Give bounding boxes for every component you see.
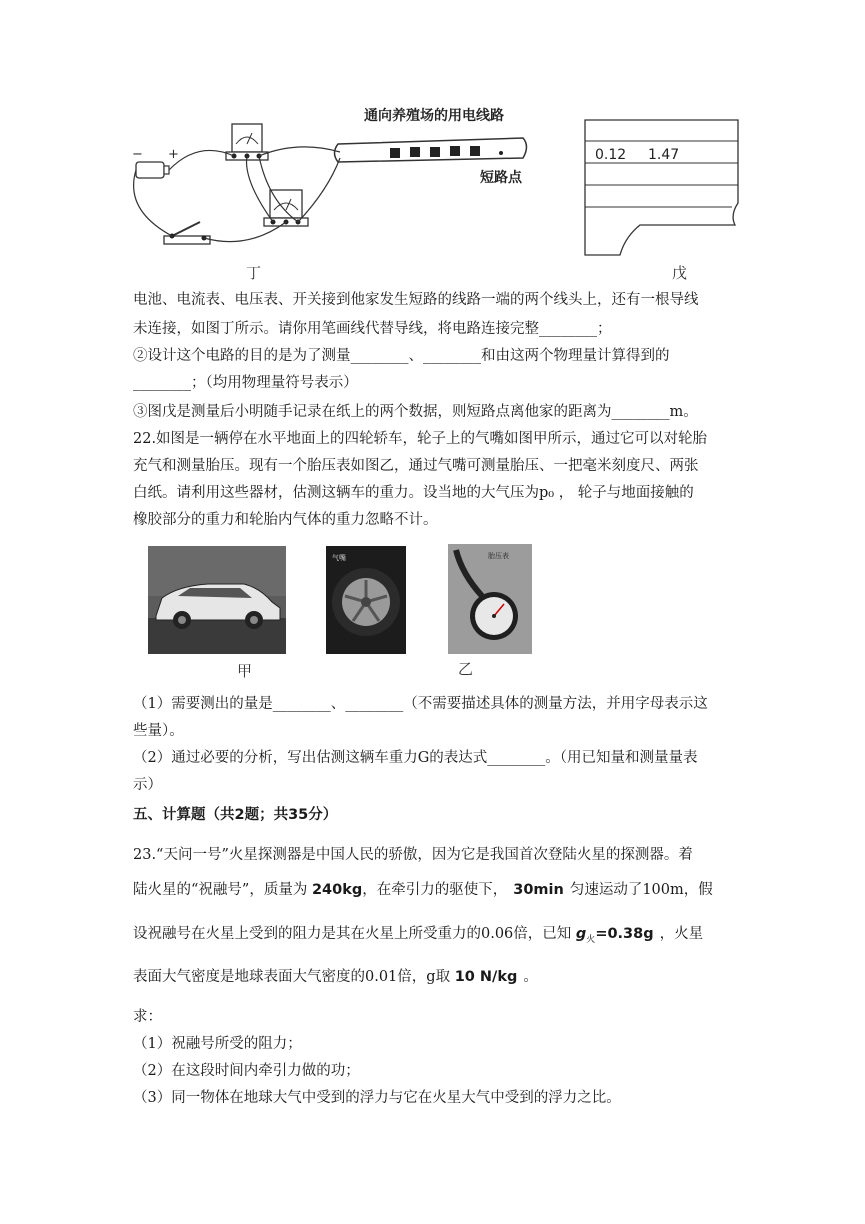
g-mars-symbol: g <box>575 926 587 942</box>
short-point-label: 短路点 <box>480 170 522 186</box>
wheel-valve-photo <box>326 546 406 654</box>
line-mark-4 <box>450 146 460 156</box>
car-photo <box>148 546 286 654</box>
q23-part-1: （1）祝融号所受的阻力； <box>133 1036 302 1052</box>
q23-line-3a: 设祝融号在火星上受到的阻力是其在火星上所受重力的0.06倍，已知 <box>133 926 576 942</box>
paper-sheet <box>585 120 738 255</box>
q22-line-3: 白纸。请利用这些器材，估测这辆车的重力。设当地的大气压为p₀ ， 轮子与地面接触的 <box>133 485 694 501</box>
mass-value: 240kg <box>311 882 363 898</box>
q22-line-2: 充气和测量胎压。现有一个胎压表如图乙，通过气嘴可测量胎压、一把毫米刻度尺、两张 <box>133 458 699 474</box>
q21-line-3: ②设计这个电路的目的是为了测量________、________和由这两个物理量计算得到的 <box>133 348 670 364</box>
q22-sub2-line-1: （2）通过必要的分析，写出估测这辆车重力G的表达式________。（用已知量和测量量表 <box>133 750 698 766</box>
q23-ask: 求： <box>133 1009 162 1025</box>
q22-line-1: 22.如图是一辆停在水平地面上的四轮轿车，轮子上的气嘴如图甲所示，通过它可以对轮胎 <box>133 431 708 447</box>
note-value-2: 1.47 <box>648 147 680 163</box>
q22-sub2-line-2: 示） <box>133 777 162 793</box>
line-mark-2 <box>410 147 420 157</box>
q23-line-3 <box>133 924 733 950</box>
caption-wu: 戊 <box>672 264 688 282</box>
q22-sub1-line-2: 些量）。 <box>133 723 184 739</box>
note-figure-wu <box>580 115 745 285</box>
short-point-dot <box>499 151 503 155</box>
battery <box>136 162 164 178</box>
line-mark-1 <box>390 148 400 158</box>
q23-part-3: （3）同一物体在地球大气中受到的浮力与它在火星大气中受到的浮力之比。 <box>133 1090 621 1106</box>
q21-line-4: ________；（均用物理量符号表示） <box>133 375 358 391</box>
note-value-1: 0.12 <box>595 147 627 163</box>
caption-yi: 乙 <box>458 660 474 678</box>
q21-line-2: 未连接，如图丁所示。请你用笔画线代替导线，将电路连接完整________； <box>133 321 612 337</box>
tire-gauge-photo <box>448 544 532 654</box>
gauge-label: 胎压表 <box>488 552 509 560</box>
line-mark-3 <box>430 147 440 157</box>
section-title: 五、计算题（共2题；共35分） <box>133 807 338 823</box>
q22-line-4: 橡胶部分的重力和轮胎内气体的重力忽略不计。 <box>133 512 438 528</box>
q23-line-2b: ，在牵引力的驱使下， <box>362 882 508 898</box>
q23-line-2a: 陆火星的“祝融号”，质量为 <box>133 882 312 898</box>
banner-text: 通向养殖场的用电线路 <box>364 108 504 124</box>
valve-label: 气嘴 <box>332 554 346 562</box>
switch <box>164 222 210 244</box>
plus-sign: + <box>168 147 179 162</box>
q22-sub1-line-1: （1）需要测出的量是________、________（不需要描述具体的测量方法，并用字母表示这 <box>133 696 708 712</box>
q23-line-2c: 匀速运动了100m，假 <box>569 882 713 898</box>
q23-line-1: 23.“天问一号”火星探测器是中国人民的骄傲，因为它是我国首次登陆火星的探测器。着 <box>133 847 693 863</box>
g-mars-value: =0.38g <box>595 926 654 942</box>
q23-line-4 <box>133 967 733 987</box>
q23-line-3b: ，火星 <box>659 926 704 942</box>
time-value: 30min <box>513 882 564 898</box>
circuit-figure-ding <box>128 100 548 280</box>
voltmeter <box>264 190 308 226</box>
caption-jia: 甲 <box>237 662 253 680</box>
minus-sign: − <box>132 147 143 162</box>
q23-part-2: （2）在这段时间内牵引力做的功； <box>133 1063 360 1079</box>
q21-line-1: 电池、电流表、电压表、开关接到他家发生短路的线路一端的两个线头上，还有一根导线 <box>133 292 699 308</box>
q23-line-4b: 。 <box>523 969 538 985</box>
line-mark-5 <box>470 146 480 156</box>
q23-line-4a: 表面大气密度是地球表面大气密度的0.01倍，g取 <box>133 969 455 985</box>
g-mars-subscript: 火 <box>586 934 596 945</box>
g-value: 10 N/kg <box>454 969 518 985</box>
caption-ding: 丁 <box>246 264 262 280</box>
q21-line-5: ③图戊是测量后小明随手记录在纸上的两个数据，则短路点离他家的距离为________m。 <box>133 404 698 420</box>
q23-line-2 <box>133 880 733 900</box>
